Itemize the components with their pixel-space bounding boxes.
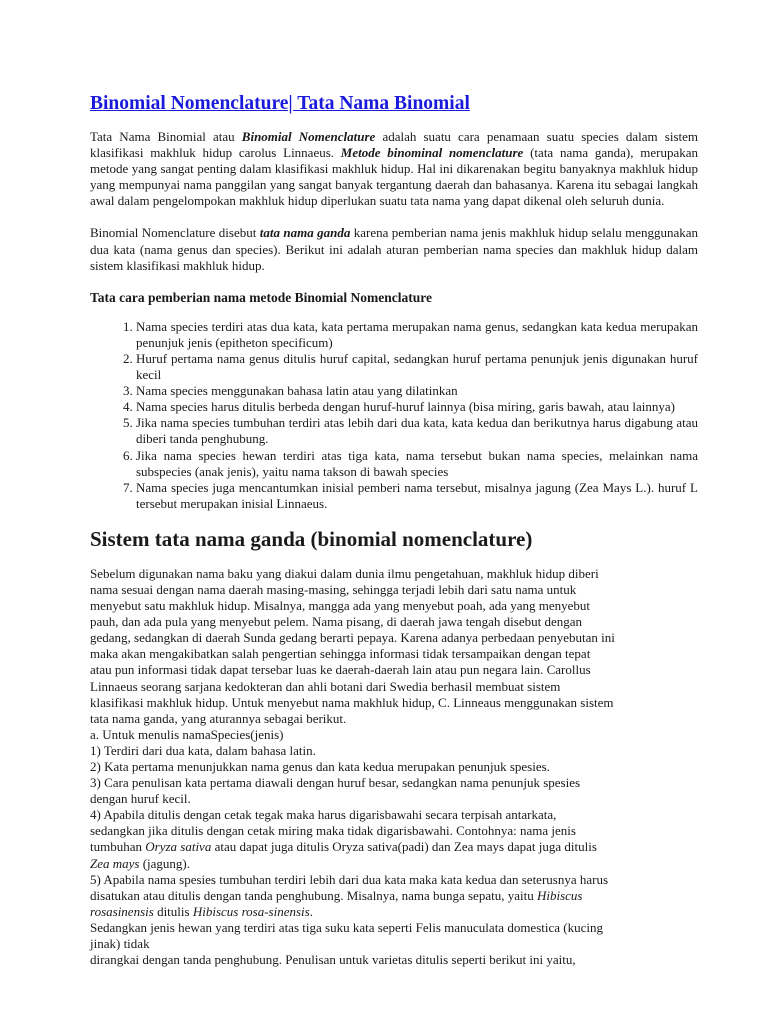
- text-line: atau dapat juga ditulis Oryza sativa(padi) dan Zea mays dapat juga ditulis: [211, 839, 597, 855]
- intro-paragraph-2: [90, 225, 698, 273]
- section-heading: Sistem tata nama ganda (binomial nomenclature): [90, 526, 533, 551]
- list-item: 5. Jika nama species tumbuhan terdiri atas lebih dari dua kata, kata kedua dan berikutnya harus digabung atau diberi tanda penghubung.: [136, 415, 698, 447]
- intro-text: Tata Nama Binomial atau: [90, 129, 242, 144]
- text-line: 5) Apabila nama spesies tumbuhan terdiri lebih dari dua kata maka kata kedua dan seterusnya harus: [90, 871, 609, 887]
- intro-text: karena pemberian nama jenis makhluk hidup selalu menggunakan dua kata (nama genus dan species). Berikut ini adalah aturan pemberian nama species dan makhluk hidup dalam sistem klasifikasi makhluk hidup.: [90, 225, 699, 273]
- text-line: disatukan atau ditulis dengan tanda penghubung. Misalnya, nama bunga sepatu, yaitu: [90, 887, 537, 903]
- text-line: tata nama ganda, yang aturannya sebagai berikut.: [90, 710, 347, 726]
- section-body: [90, 566, 698, 968]
- section-subheading: Tata cara pemberian nama metode Binomial Nomenclature: [90, 289, 432, 305]
- list-item: 1. Nama species terdiri atas dua kata, kata pertama merupakan nama genus, sedangkan kata kedua merupakan penunjuk jenis (epitheton specificum): [136, 319, 698, 351]
- emphasis-term: Metode binominal nomenclature: [340, 145, 524, 161]
- text-line: 4) Apabila ditulis dengan cetak tegak maka harus digarisbawahi secara terpisah antarkata,: [90, 807, 557, 823]
- text-line: Sebelum digunakan nama baku yang diakui dalam dunia ilmu pengetahuan, makhluk hidup diberi: [90, 565, 599, 581]
- text-line: Sedangkan jenis hewan yang terdiri atas tiga suku kata seperti Felis manuculata domestica (kucing: [90, 919, 603, 935]
- document-page: [90, 90, 698, 968]
- list-item: 4. Nama species harus ditulis berbeda dengan huruf-huruf lainnya (bisa miring, garis bawah, atau lainnya): [136, 399, 698, 415]
- text-line: tumbuhan: [90, 839, 146, 855]
- list-item: 7. Nama species juga mencantumkan inisial pemberi nama tersebut, misalnya jagung (Zea Mays L.). huruf L tersebut merupakan inisial Linnaeus.: [136, 480, 698, 512]
- italic-term: rosasinensis: [90, 903, 154, 919]
- text-line: sedangkan jika ditulis dengan cetak miring maka tidak digarisbawahi. Contohnya: nama jenis: [90, 823, 576, 839]
- text-line: menyebut satu makhluk hidup. Misalnya, mangga ada yang menyebut poah, ada yang menyebut: [90, 598, 591, 614]
- text-line: 3) Cara penulisan kata pertama diawali dengan huruf besar, sedangkan nama penunjuk spesies: [90, 775, 581, 791]
- intro-text: adalah suatu cara penamaan suatu species dalam sistem klasifikasi makhluk hidup carolus Linnaeus.: [90, 129, 698, 161]
- emphasis-term: Binomial Nomenclature: [241, 129, 376, 144]
- italic-term: Oryza sativa: [145, 839, 212, 855]
- text-line: dirangkai dengan tanda penghubung. Penulisan untuk varietas ditulis seperti berikut ini yaitu,: [90, 952, 576, 968]
- text-line: maka akan mengakibatkan salah pengertian sehingga informasi tidak tersampaikan dengan tepat: [90, 646, 591, 662]
- text-line: (jagung).: [139, 855, 191, 871]
- page-title[interactable]: Binomial Nomenclature| Tata Nama Binomial: [90, 93, 470, 114]
- emphasis-term: tata nama ganda: [259, 225, 351, 241]
- text-line: ditulis: [153, 903, 193, 919]
- text-line: pauh, dan ada pula yang menyebut pelem. Nama pisang, di daerah jawa tengah disebut dengan: [90, 614, 583, 630]
- text-line: nama sesuai dengan nama daerah masing-masing, sehingga terjadi lebih dari satu nama untuk: [90, 581, 577, 597]
- text-line: dengan huruf kecil.: [90, 791, 191, 807]
- italic-term: Hibiscus rosa-sinensis: [192, 903, 310, 919]
- list-item: 3. Nama species menggunakan bahasa latin atau yang dilatinkan: [136, 383, 698, 399]
- text-line: Linnaeus seorang sarjana kedokteran dan ahli botani dari Swedia berhasil membuat sistem: [90, 678, 561, 694]
- text-line: 2) Kata pertama menunjukkan nama genus dan kata kedua merupakan penunjuk spesies.: [90, 759, 550, 774]
- text-line: .: [309, 903, 313, 919]
- text-line: jinak) tidak: [90, 936, 150, 952]
- text-line: gedang, sedangkan di daerah Sunda gedang berarti pepaya. Karena adanya perbedaan penyebutan ini: [90, 630, 615, 646]
- rules-list: [90, 319, 698, 512]
- text-line: 1) Terdiri dari dua kata, dalam bahasa latin.: [90, 742, 316, 758]
- text-line: klasifikasi makhluk hidup. Untuk menyebut nama makhluk hidup, C. Linneaus menggunakan sistem: [90, 694, 614, 710]
- italic-term: Zea mays: [90, 855, 140, 871]
- italic-term: Hibiscus: [536, 887, 583, 903]
- intro-paragraph-1: [90, 129, 698, 209]
- list-item: 6. Jika nama species hewan terdiri atas tiga kata, nama tersebut bukan nama species, melainkan nama subspecies (anak jenis), yaitu nama takson di bawah species: [136, 448, 698, 480]
- text-line: a. Untuk menulis namaSpecies(jenis): [90, 726, 284, 742]
- text-line: atau pun informasi tidak dapat tersebar luas ke daerah-daerah lain atau pun negara lain. Carollus: [90, 662, 591, 678]
- intro-text: Binomial Nomenclature disebut: [90, 225, 260, 241]
- list-item: 2. Huruf pertama nama genus ditulis huruf capital, sedangkan huruf pertama penunjuk jenis digunakan huruf kecil: [136, 351, 698, 383]
- intro-text: (tata nama ganda), merupakan metode yang sangat penting dalam klasifikasi makhluk hidup. Hal ini dikarenakan begitu banyaknya makhluk hidup yang mempunyai nama panggilan yang sangat banyak tergantung daerah dan bahasanya. Karena itu sebagai langkah awal dalam pengelompokan makhluk hidup diperlukan suatu tata nama yang dapat dikenal oleh seluruh dunia.: [90, 145, 699, 209]
